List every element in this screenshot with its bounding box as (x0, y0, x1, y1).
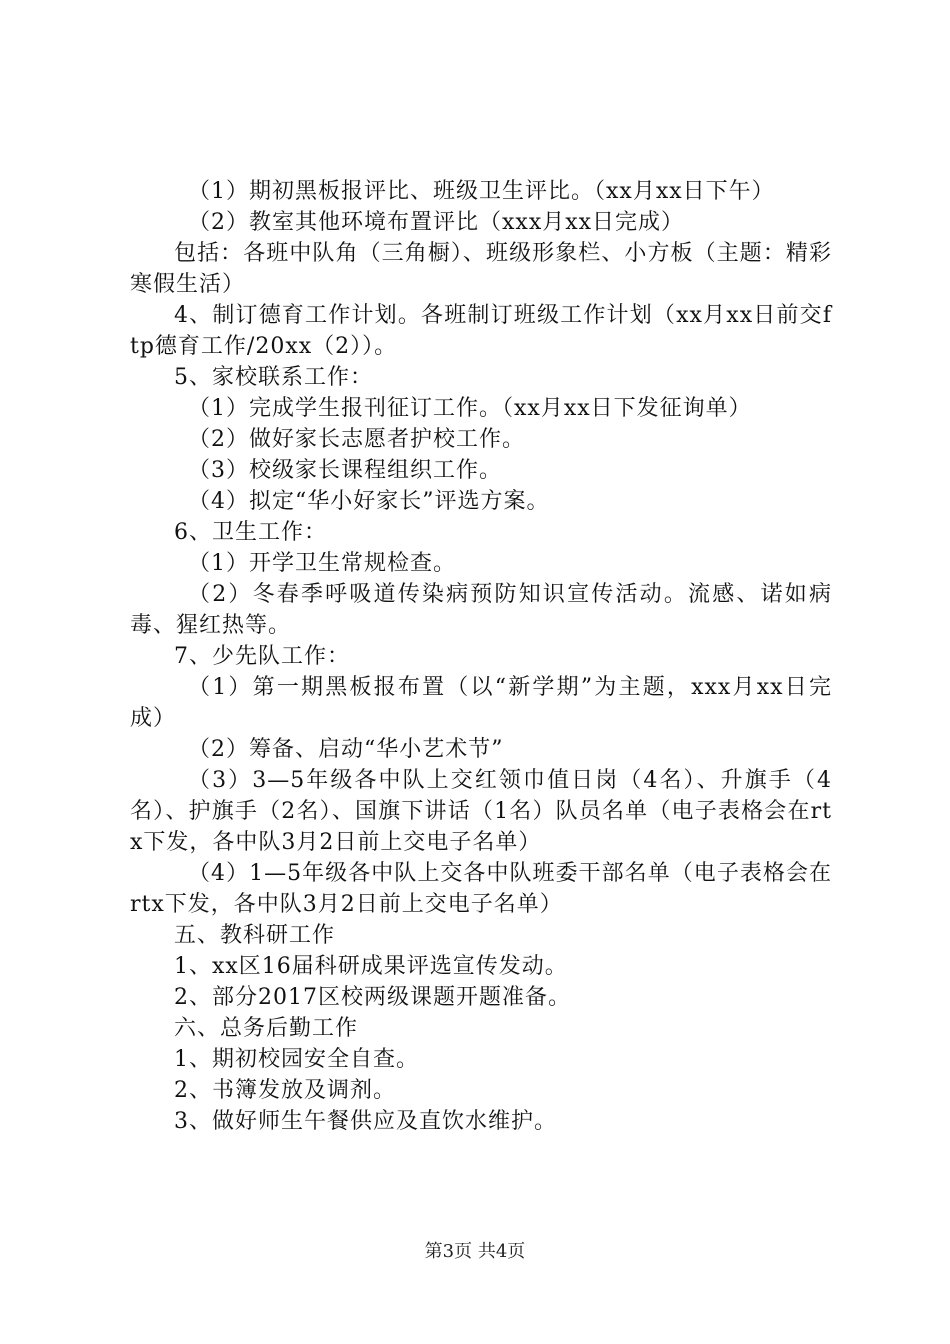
paragraph: （2）做好家长志愿者护校工作。 (188, 427, 525, 452)
paragraph: （3）3—5年级各中队上交红领巾值日岗（4名）、升旗手（4名）、护旗手（2名）、国旗下讲话（1名）队员名单（电子表格会在rtx下发，各中队3月2日前上交电子名单） (130, 768, 832, 855)
paragraph: 7、少先队工作： (174, 644, 350, 669)
paragraph: 2、部分2017区校两级课题开题准备。 (174, 985, 571, 1010)
paragraph: 包括：各班中队角（三角橱）、班级形象栏、小方板（主题：精彩寒假生活） (130, 241, 832, 297)
section-heading: 五、教科研工作 (174, 923, 336, 948)
paragraph: 5、家校联系工作： (174, 365, 373, 390)
paragraph: （1）期初黑板报评比、班级卫生评比。（xx月xx日下午） (188, 179, 775, 204)
paragraph: 4、制订德育工作计划。各班制订班级工作计划（xx月xx日前交ftp德育工作/20xx（2））。 (130, 303, 832, 359)
paragraph: 6、卫生工作： (174, 520, 327, 545)
paragraph: （3）校级家长课程组织工作。 (188, 458, 502, 483)
paragraph: 1、期初校园安全自查。 (174, 1047, 419, 1072)
paragraph: （2）教室其他环境布置评比（xxx月xx日完成） (188, 210, 685, 235)
page-number-footer: 第3页 共4页 (424, 1241, 526, 1262)
paragraph: 1、xx区16届科研成果评选宣传发动。 (174, 954, 568, 979)
paragraph: （1）开学卫生常规检查。 (188, 551, 456, 576)
paragraph: （2）冬春季呼吸道传染病预防知识宣传活动。流感、诺如病毒、猩红热等。 (130, 582, 832, 638)
paragraph: （4）1—5年级各中队上交各中队班委干部名单（电子表格会在rtx下发，各中队3月2日前上交电子名单） (130, 861, 832, 917)
paragraph: （1）第一期黑板报布置（以“新学期”为主题，xxx月xx日完成） (130, 675, 832, 731)
paragraph: （2）筹备、启动“华小艺术节” (188, 737, 504, 762)
paragraph: （1）完成学生报刊征订工作。（xx月xx日下发征询单） (188, 396, 752, 421)
paragraph: （4）拟定“华小好家长”评选方案。 (188, 489, 550, 514)
paragraph: 3、做好师生午餐供应及直饮水维护。 (174, 1109, 557, 1134)
section-heading: 六、总务后勤工作 (174, 1016, 359, 1041)
document-body (130, 176, 832, 1137)
paragraph: 2、书簿发放及调剂。 (174, 1078, 396, 1103)
